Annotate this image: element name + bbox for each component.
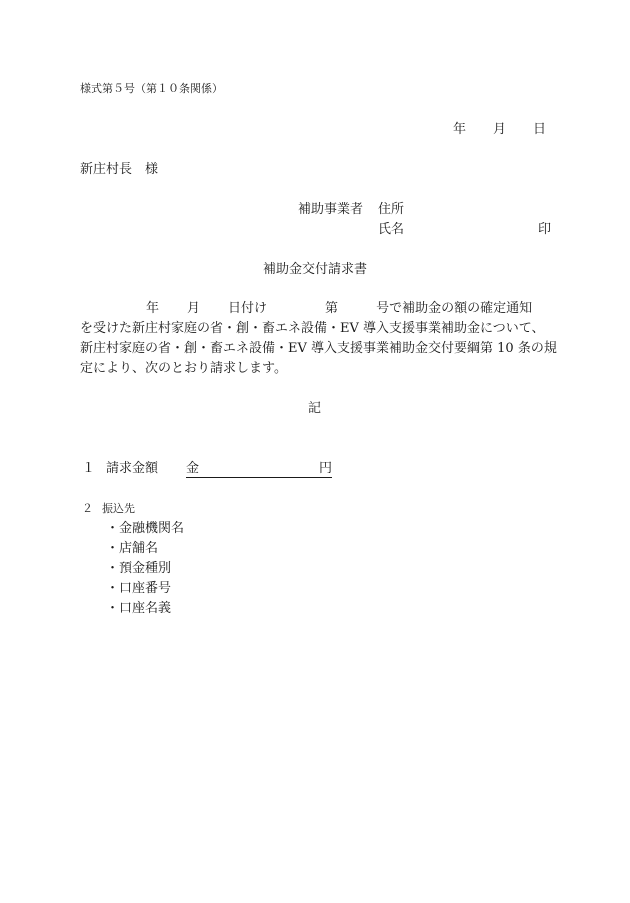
body-month: 月 xyxy=(187,301,201,316)
item2-number: ２ xyxy=(82,502,93,515)
addressee: 新庄村長 xyxy=(80,162,133,177)
account-type-item: ・預金種別 xyxy=(106,561,172,576)
applicant-role: 補助事業者 xyxy=(298,202,364,217)
document-title: 補助金交付請求書 xyxy=(263,262,368,277)
account-holder-item: ・口座名義 xyxy=(106,601,172,616)
item1-number: １ xyxy=(82,461,96,476)
body-line1-tail: 号で補助金の額の確定通知 xyxy=(376,301,533,316)
body-line-2: を受けた新庄村家庭の省・創・畜エネ設備・EV 導入支援事業補助金について、 xyxy=(80,321,545,336)
ki-heading: 記 xyxy=(308,401,322,416)
applicant-address-label: 住所 xyxy=(378,202,405,217)
amount-en: 円 xyxy=(319,461,333,476)
date-year: 年 xyxy=(453,122,467,137)
body-year: 年 xyxy=(146,301,160,316)
body-line-4: 定により、次のとおり請求します。 xyxy=(80,361,287,376)
branch-name-item: ・店舗名 xyxy=(106,541,159,556)
body-dai: 第 xyxy=(325,301,339,316)
account-number-item: ・口座番号 xyxy=(106,581,172,596)
bank-name-item: ・金融機関名 xyxy=(106,521,185,536)
seal-mark: 印 xyxy=(538,222,552,237)
date-month: 月 xyxy=(493,122,507,137)
item2-label: 振込先 xyxy=(102,502,135,515)
body-date: 日付け xyxy=(228,301,268,316)
body-line-3: 新庄村家庭の省・創・畜エネ設備・EV 導入支援事業補助金交付要綱第 10 条の規 xyxy=(80,341,557,356)
body-line-1 xyxy=(80,302,532,315)
amount-field xyxy=(186,462,332,478)
applicant-name-label: 氏名 xyxy=(378,222,405,237)
honorific: 様 xyxy=(145,162,159,177)
amount-kin: 金 xyxy=(186,461,200,476)
form-label: 様式第５号（第１０条関係） xyxy=(80,82,223,95)
item1-label: 請求金額 xyxy=(106,461,159,476)
date-day: 日 xyxy=(533,122,547,137)
